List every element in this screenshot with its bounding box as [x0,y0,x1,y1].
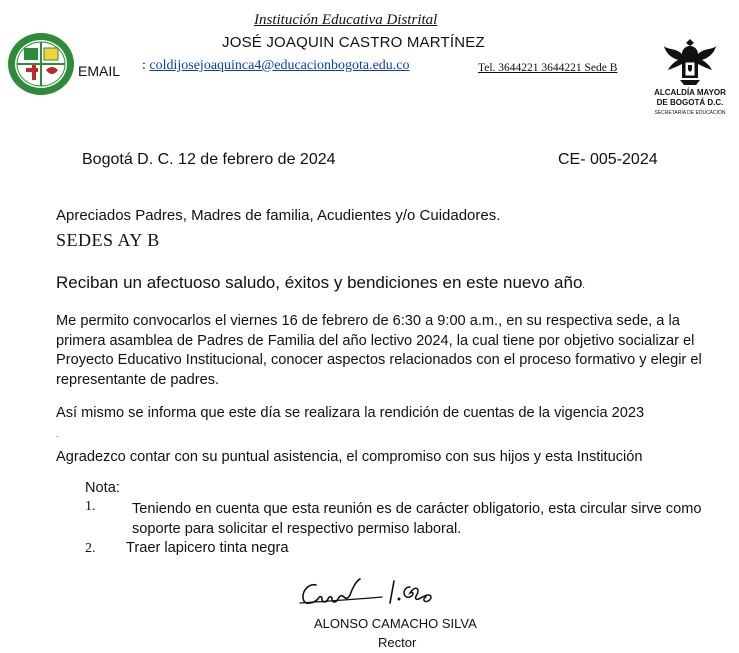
school-name: JOSÉ JOAQUIN CASTRO MARTÍNEZ [222,34,485,51]
note-item-number: 2. [85,541,96,556]
institution-title: Institución Educativa Distrital [254,12,438,28]
email-link[interactable]: coldijosejoaquinca4@educacionbogota.edu.co [149,58,410,73]
paragraph-thanks: Agradezco contar con su puntual asistencia, el compromiso con sus hijos y esta Institución [56,449,643,465]
letter-code: CE- 005-2024 [558,151,658,168]
handwritten-signature [298,573,440,613]
alcaldia-line-1: ALCALDÍA MAYOR [654,88,726,97]
note-item-text: Teniendo en cuenta que esta reunión es de carácter obligatorio, esta circular sirve como soporte para solicitar el respectivo permiso laboral. [132,501,702,537]
school-logo [6,32,76,96]
alcaldia-shield-icon [652,36,728,120]
saludo-text: Reciban un afectuoso saludo, éxitos y bendiciones en este nuevo año [56,273,583,292]
paragraph-convocation: Me permito convocarlos el viernes 16 de febrero de 6:30 a 9:00 a.m., en su respectiva sede, a la primera asamblea de Padres de Familia del año lectivo 2024, la cual tiene por objetivo socializar el Proyecto Educativo Institucional, conocer aspectos relacionados con el proceso formativo y elegir el representante de padres. [56,313,702,388]
alcaldia-line-2: DE BOGOTÁ D.C. [656,98,724,107]
telephone-info: Tel. 3644221 3644221 Sede B [478,62,618,74]
greeting: Apreciados Padres, Madres de familia, Acudientes y/o Cuidadores. [56,207,501,224]
letter-date: Bogotá D. C. 12 de febrero de 2024 [82,151,336,168]
email-row [142,58,410,74]
note-item-text: Traer lapicero tinta negra [126,540,289,556]
stray-dot: . [56,430,59,439]
email-colon: : [142,58,150,73]
saludo-period: . [582,280,585,290]
note-label: Nota: [85,480,120,496]
saludo-line [56,273,585,293]
paragraph-rendicion: Así mismo se informa que este día se realizara la rendición de cuentas de la vigencia 2023 [56,405,645,421]
email-label: EMAIL [78,63,121,79]
note-item-number: 1. [85,499,96,514]
signer-name: ALONSO CAMACHO SILVA [314,616,477,631]
alcaldia-line-3: SECRETARÍA DE EDUCACIÓN [654,110,726,116]
sedes-heading: SEDES AY B [56,230,160,250]
signer-role: Rector [378,635,417,650]
